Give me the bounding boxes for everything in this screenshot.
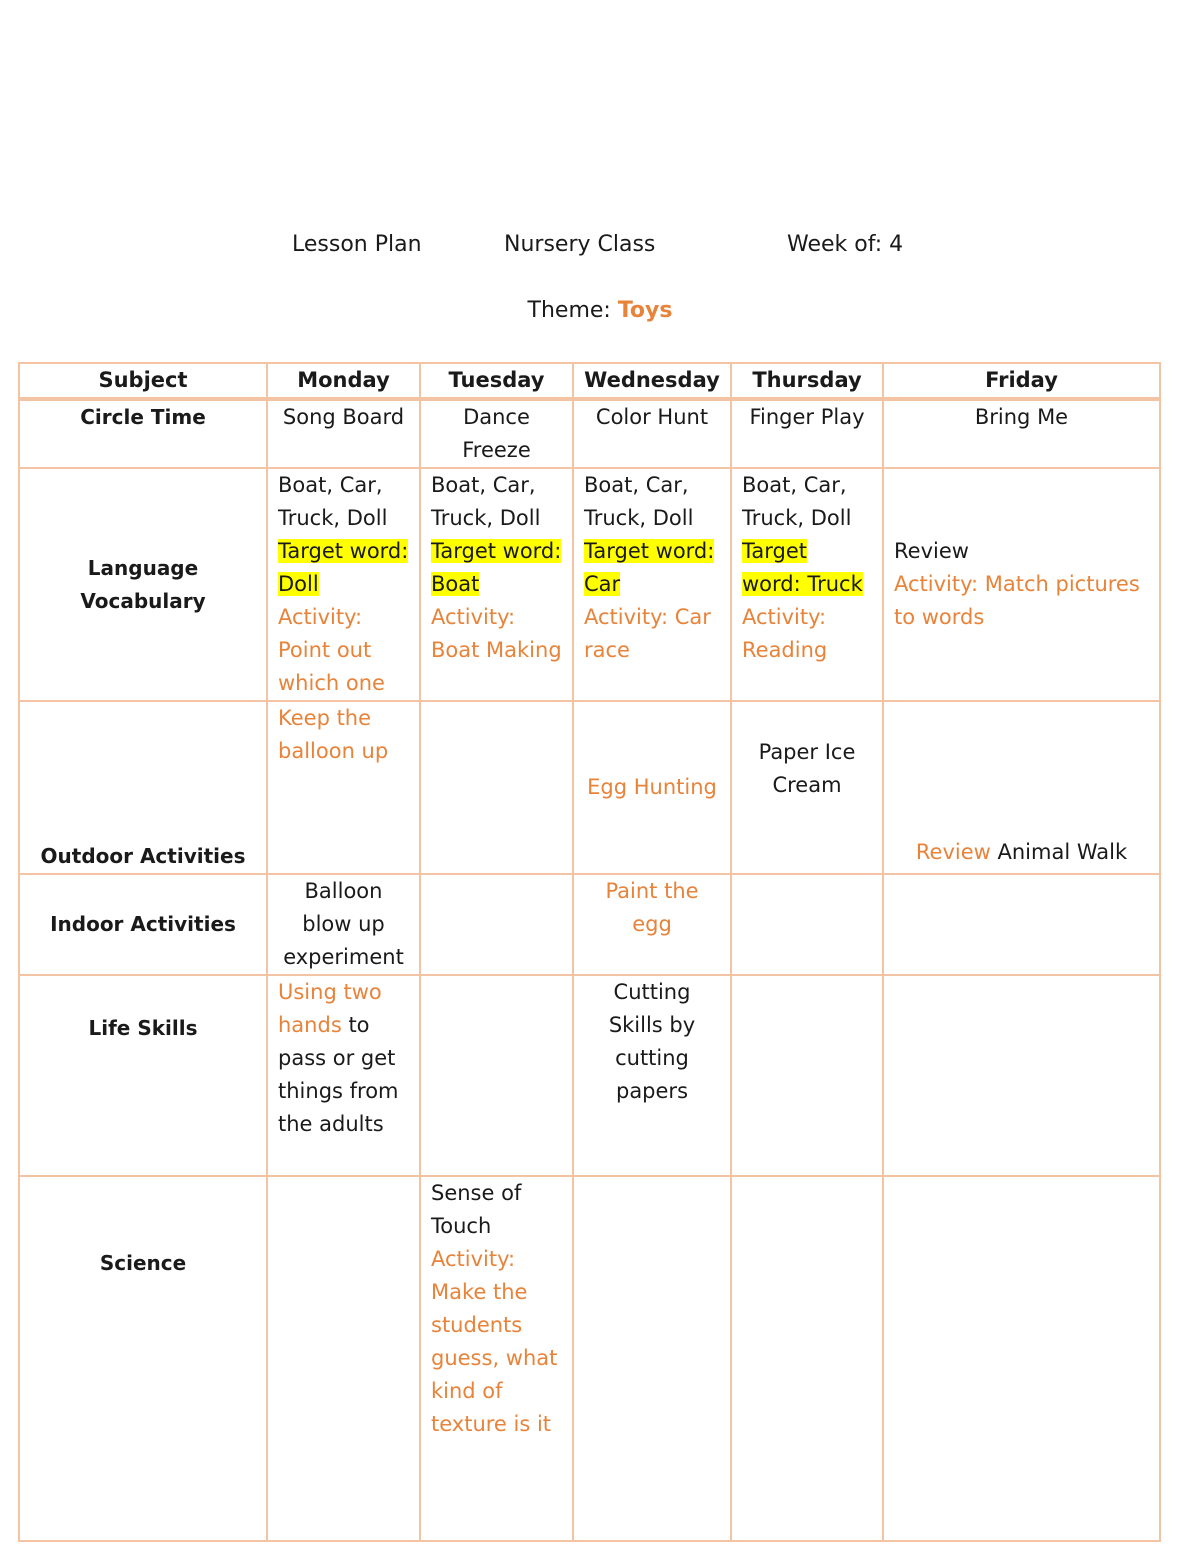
cell-science-thursday — [731, 1176, 883, 1541]
cell-language-wednesday — [573, 468, 731, 701]
target-word: Target word: Boat — [431, 539, 562, 596]
cell-indoor-monday: Balloon blow up experiment — [267, 874, 420, 975]
target-word: Target word: Doll — [278, 539, 409, 596]
vocab-words: Boat, Car, Truck, Doll — [584, 473, 694, 530]
life-skill-highlight: Using two hands — [278, 980, 382, 1037]
cell-circle-tuesday: Dance Freeze — [420, 399, 573, 468]
cell-circle-monday: Song Board — [267, 399, 420, 468]
subject-life-skills: Life Skills — [19, 975, 267, 1176]
activity-text: Activity: Car race — [584, 605, 711, 662]
activity-text: Activity: Reading — [742, 605, 828, 662]
theme-value: Toys — [617, 298, 673, 323]
cell-language-monday — [267, 468, 420, 701]
review-text: Review — [915, 840, 991, 864]
subject-language-line2: Vocabulary — [80, 588, 206, 613]
class-name: Nursery Class — [504, 232, 656, 257]
vocab-words: Boat, Car, Truck, Doll — [742, 473, 852, 530]
vocab-words: Boat, Car, Truck, Doll — [431, 473, 541, 530]
header-monday: Monday — [267, 363, 420, 399]
table-row — [19, 874, 1160, 975]
table-row — [19, 701, 1160, 874]
table-row — [19, 975, 1160, 1176]
cell-life-wednesday: Cutting Skills by cutting papers — [573, 975, 731, 1176]
cell-indoor-friday — [883, 874, 1160, 975]
cell-language-tuesday — [420, 468, 573, 701]
table-row — [19, 468, 1160, 701]
life-skill-text: to pass or get things from the adults — [278, 1013, 399, 1136]
cell-science-tuesday — [420, 1176, 573, 1541]
header-thursday: Thursday — [731, 363, 883, 399]
animal-walk-text: Animal Walk — [990, 840, 1128, 864]
cell-science-monday — [267, 1176, 420, 1541]
cell-science-friday — [883, 1176, 1160, 1541]
activity-text: Activity: Make the students guess, what kind of texture is it — [431, 1247, 558, 1436]
target-word: Target word: Car — [584, 539, 715, 596]
cell-outdoor-monday: Keep the balloon up — [267, 701, 420, 874]
cell-circle-wednesday: Color Hunt — [573, 399, 731, 468]
header-friday: Friday — [883, 363, 1160, 399]
cell-life-monday — [267, 975, 420, 1176]
cell-circle-friday: Bring Me — [883, 399, 1160, 468]
table-row — [19, 1176, 1160, 1541]
vocab-words: Boat, Car, Truck, Doll — [278, 473, 388, 530]
cell-outdoor-wednesday: Egg Hunting — [573, 701, 731, 874]
target-word: Target word: Truck — [742, 539, 863, 596]
theme-line — [0, 298, 1200, 323]
cell-outdoor-thursday: Paper Ice Cream — [731, 701, 883, 874]
cell-outdoor-friday — [883, 701, 1160, 874]
lesson-plan-table — [18, 362, 1161, 1542]
subject-language-line1: Language — [87, 555, 199, 580]
week-label: Week of: 4 — [787, 232, 904, 257]
activity-text: Activity: Match pictures to words — [894, 572, 1140, 629]
cell-circle-thursday: Finger Play — [731, 399, 883, 468]
theme-label: Theme: — [527, 298, 611, 323]
header-wednesday: Wednesday — [573, 363, 731, 399]
cell-indoor-wednesday: Paint the egg — [573, 874, 731, 975]
subject-science: Science — [19, 1176, 267, 1541]
science-title: Sense of Touch — [431, 1181, 522, 1238]
table-header-row — [19, 363, 1160, 399]
cell-indoor-tuesday — [420, 874, 573, 975]
table-row — [19, 399, 1160, 468]
review-text: Review — [894, 539, 969, 563]
activity-text: Activity: Boat Making — [431, 605, 562, 662]
subject-indoor: Indoor Activities — [19, 874, 267, 975]
header-tuesday: Tuesday — [420, 363, 573, 399]
subject-language — [19, 468, 267, 701]
cell-language-thursday — [731, 468, 883, 701]
cell-indoor-thursday — [731, 874, 883, 975]
cell-science-wednesday — [573, 1176, 731, 1541]
cell-outdoor-tuesday — [420, 701, 573, 874]
doc-title: Lesson Plan — [292, 232, 422, 257]
header-subject: Subject — [19, 363, 267, 399]
cell-language-friday — [883, 468, 1160, 701]
subject-circle-time: Circle Time — [19, 399, 267, 468]
cell-life-tuesday — [420, 975, 573, 1176]
cell-life-friday — [883, 975, 1160, 1176]
subject-outdoor: Outdoor Activities — [19, 701, 267, 874]
activity-text: Activity: Point out which one — [278, 605, 385, 695]
document-header — [0, 232, 1200, 266]
cell-life-thursday — [731, 975, 883, 1176]
